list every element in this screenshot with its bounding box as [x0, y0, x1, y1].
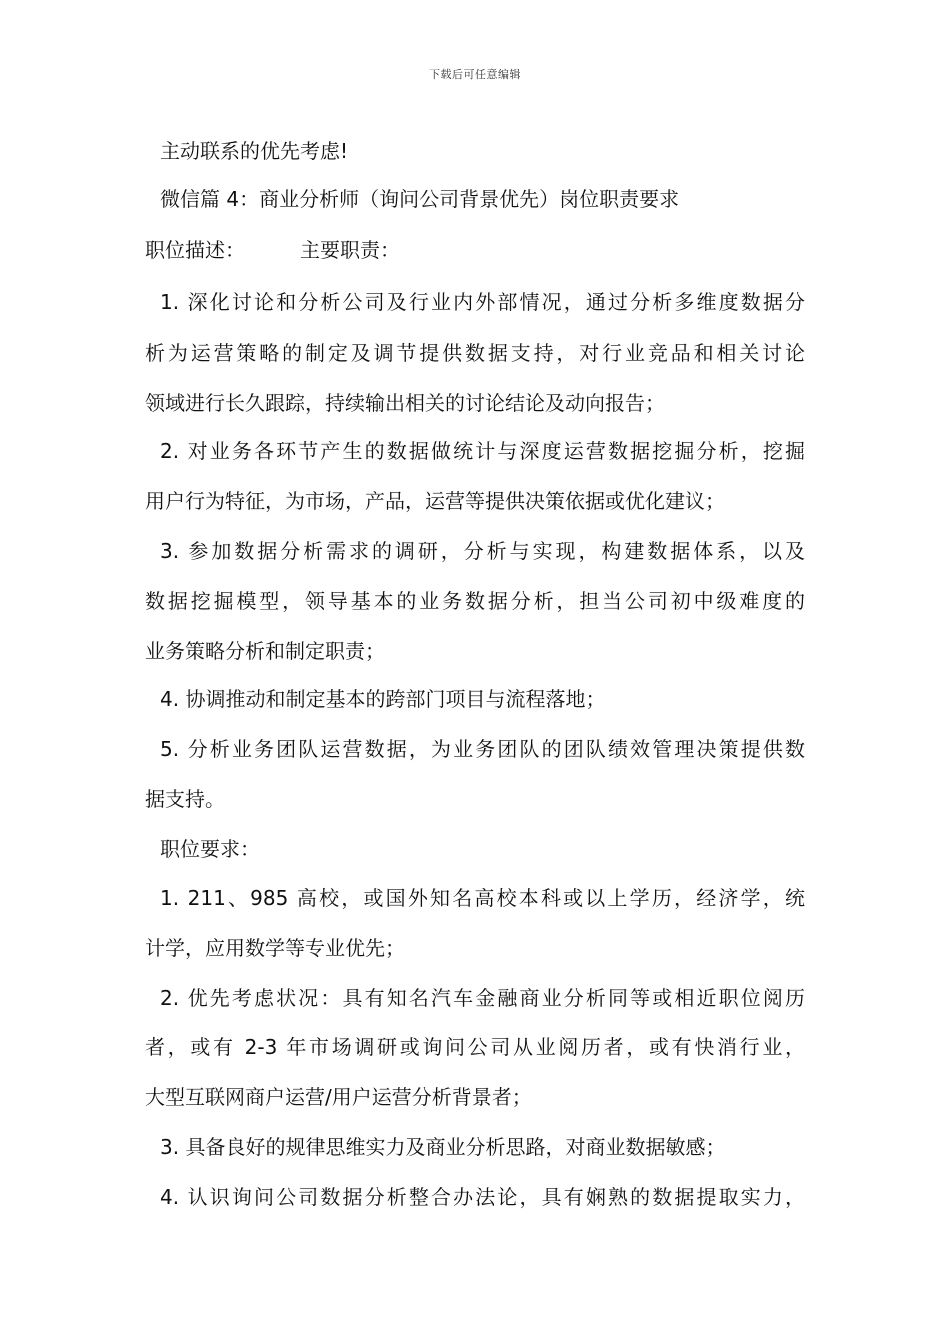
duty-3-line-2: 数据挖掘模型，领导基本的业务数据分析，担当公司初中级难度的: [145, 589, 805, 613]
paragraph-line-section-title: 微信篇 4：商业分析师（询问公司背景优先）岗位职责要求: [160, 187, 680, 211]
duty-2-line-1: 2. 对业务各环节产生的数据做统计与深度运营数据挖掘分析，挖掘: [160, 439, 805, 463]
requirement-1-line-2: 计学，应用数学等专业优先；: [145, 936, 405, 960]
paragraph-line-contact-priority: 主动联系的优先考虑!: [160, 139, 349, 163]
label-main-duties: 主要职责：: [300, 238, 400, 262]
duty-3-line-1: 3. 参加数据分析需求的调研，分析与实现，构建数据体系，以及: [160, 539, 805, 563]
duty-5-line-2: 据支持。: [145, 787, 225, 811]
duty-4-line-1: 4. 协调推动和制定基本的跨部门项目与流程落地；: [160, 687, 606, 711]
page-header-note: 下载后可任意编辑: [429, 68, 521, 81]
label-job-requirements: 职位要求：: [160, 837, 260, 861]
requirement-2-line-2: 者，或有 2-3 年市场调研或询问公司从业阅历者，或有快消行业，: [145, 1035, 805, 1059]
duty-1-line-1: 1. 深化讨论和分析公司及行业内外部情况，通过分析多维度数据分: [160, 290, 805, 314]
duty-3-line-3: 业务策略分析和制定职责；: [145, 639, 385, 663]
duty-5-line-1: 5. 分析业务团队运营数据，为业务团队的团队绩效管理决策提供数: [160, 737, 805, 761]
requirement-2-line-1: 2. 优先考虑状况：具有知名汽车金融商业分析同等或相近职位阅历: [160, 986, 805, 1010]
duty-2-line-2: 用户行为特征，为市场，产品，运营等提供决策依据或优化建议；: [145, 489, 725, 513]
requirement-1-line-1: 1. 211、985 高校，或国外知名高校本科或以上学历，经济学，统: [160, 886, 805, 910]
requirement-4-line-1: 4. 认识询问公司数据分析整合办法论，具有娴熟的数据提取实力，: [160, 1185, 805, 1209]
duty-1-line-3: 领域进行长久跟踪，持续输出相关的讨论结论及动向报告；: [145, 391, 665, 415]
requirement-3-line-1: 3. 具备良好的规律思维实力及商业分析思路，对商业数据敏感；: [160, 1135, 726, 1159]
requirement-2-line-3: 大型互联网商户运营/用户运营分析背景者；: [145, 1085, 532, 1109]
label-job-description: 职位描述：: [145, 238, 245, 262]
duty-1-line-2: 析为运营策略的制定及调节提供数据支持，对行业竞品和相关讨论: [145, 341, 805, 365]
